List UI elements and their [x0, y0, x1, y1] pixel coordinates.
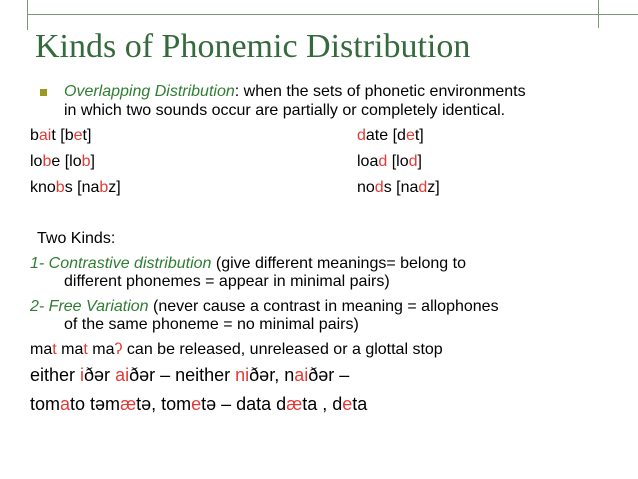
text-run: æ	[286, 394, 303, 414]
text-run: ai	[115, 365, 130, 385]
text-run: ðər, n	[249, 365, 295, 385]
frame-line-tick	[598, 0, 599, 28]
text-run: b	[99, 179, 109, 196]
contrastive-line-2: different phonemes = appear in minimal pairs)	[64, 273, 390, 290]
text-run: e [lo	[51, 153, 82, 170]
pair-right-3	[357, 178, 440, 198]
text-run: lo	[30, 153, 43, 170]
text-run: d	[374, 179, 384, 196]
text-run: ai	[294, 365, 309, 385]
text-run: ma	[30, 341, 53, 358]
free-variation-term: 2- Free Variation	[30, 298, 149, 315]
contrastive-term: 1- Contrastive distribution	[30, 255, 212, 272]
text-run: e	[405, 127, 415, 144]
text-run: ma	[56, 341, 84, 358]
text-run: loa	[357, 153, 379, 170]
either-example-line	[30, 364, 349, 386]
text-run: æ	[120, 394, 137, 414]
frame-line-vertical	[27, 0, 28, 30]
text-run: either	[30, 365, 81, 385]
text-run: ma	[87, 341, 115, 358]
pair-left-3	[30, 178, 121, 198]
overlap-text-1: : when the sets of phonetic environments	[234, 83, 526, 100]
text-run: z]	[427, 179, 440, 196]
text-run: e	[73, 127, 83, 144]
pair-left-2	[30, 152, 95, 172]
text-run: b	[42, 153, 52, 170]
text-run: t]	[82, 127, 92, 144]
free-variation-text-1: (never cause a contrast in meaning = allophones	[148, 298, 499, 315]
text-run: ai	[38, 127, 52, 144]
two-kinds-heading: Two Kinds:	[37, 230, 116, 247]
text-run: ðər	[84, 365, 116, 385]
text-run: i	[80, 365, 85, 385]
mat-example-line	[30, 340, 443, 360]
text-run: kno	[30, 179, 56, 196]
text-run: tə – data d	[201, 394, 287, 414]
text-run: e	[342, 394, 353, 414]
pair-right-1	[357, 126, 424, 146]
contrastive-text-1: (give different meanings= belong to	[211, 255, 466, 272]
free-variation-line-2: of the same phoneme = no minimal pairs)	[64, 316, 359, 333]
text-run: t]	[414, 127, 424, 144]
text-run: s [na	[64, 179, 100, 196]
text-run: d	[378, 153, 388, 170]
text-run: tə, tom	[136, 394, 192, 414]
text-run: t	[83, 341, 88, 358]
text-run: ta	[352, 394, 368, 414]
text-run: d	[408, 153, 418, 170]
text-run: to təm	[70, 394, 121, 414]
text-run: e	[191, 394, 202, 414]
text-run: ate [d	[365, 127, 406, 144]
overlap-line-2: in which two sounds occur are partially or completely identical.	[64, 102, 506, 119]
pair-right-2	[357, 152, 422, 172]
text-run: ]	[417, 153, 422, 170]
text-run: ʔ	[114, 341, 123, 358]
text-run: b	[81, 153, 91, 170]
text-run: tom	[30, 394, 61, 414]
slide-title: Kinds of Phonemic Distribution	[35, 28, 471, 65]
text-run: t [b	[51, 127, 74, 144]
text-run: ni	[235, 365, 250, 385]
text-run: can be released, unreleased or a glottal stop	[122, 341, 443, 358]
frame-line-horizontal	[27, 14, 638, 15]
text-run: d	[418, 179, 428, 196]
bullet-square-icon	[40, 89, 47, 96]
text-run: b	[30, 127, 39, 144]
overlap-line-1	[64, 82, 526, 102]
free-variation-line-1	[30, 297, 499, 317]
tomato-example-line	[30, 393, 367, 415]
pair-left-1	[30, 126, 91, 146]
text-run: d	[357, 127, 366, 144]
contrastive-line-1	[30, 254, 466, 274]
text-run: ðər –	[308, 365, 350, 385]
text-run: ta , d	[302, 394, 343, 414]
text-run: b	[55, 179, 65, 196]
text-run: ðər – neither	[129, 365, 236, 385]
text-run: s [na	[383, 179, 419, 196]
text-run: ]	[90, 153, 95, 170]
text-run: a	[60, 394, 71, 414]
text-run: [lo	[387, 153, 409, 170]
text-run: no	[357, 179, 375, 196]
text-run: z]	[108, 179, 121, 196]
text-run: t	[52, 341, 57, 358]
overlap-term: Overlapping Distribution	[64, 83, 235, 100]
